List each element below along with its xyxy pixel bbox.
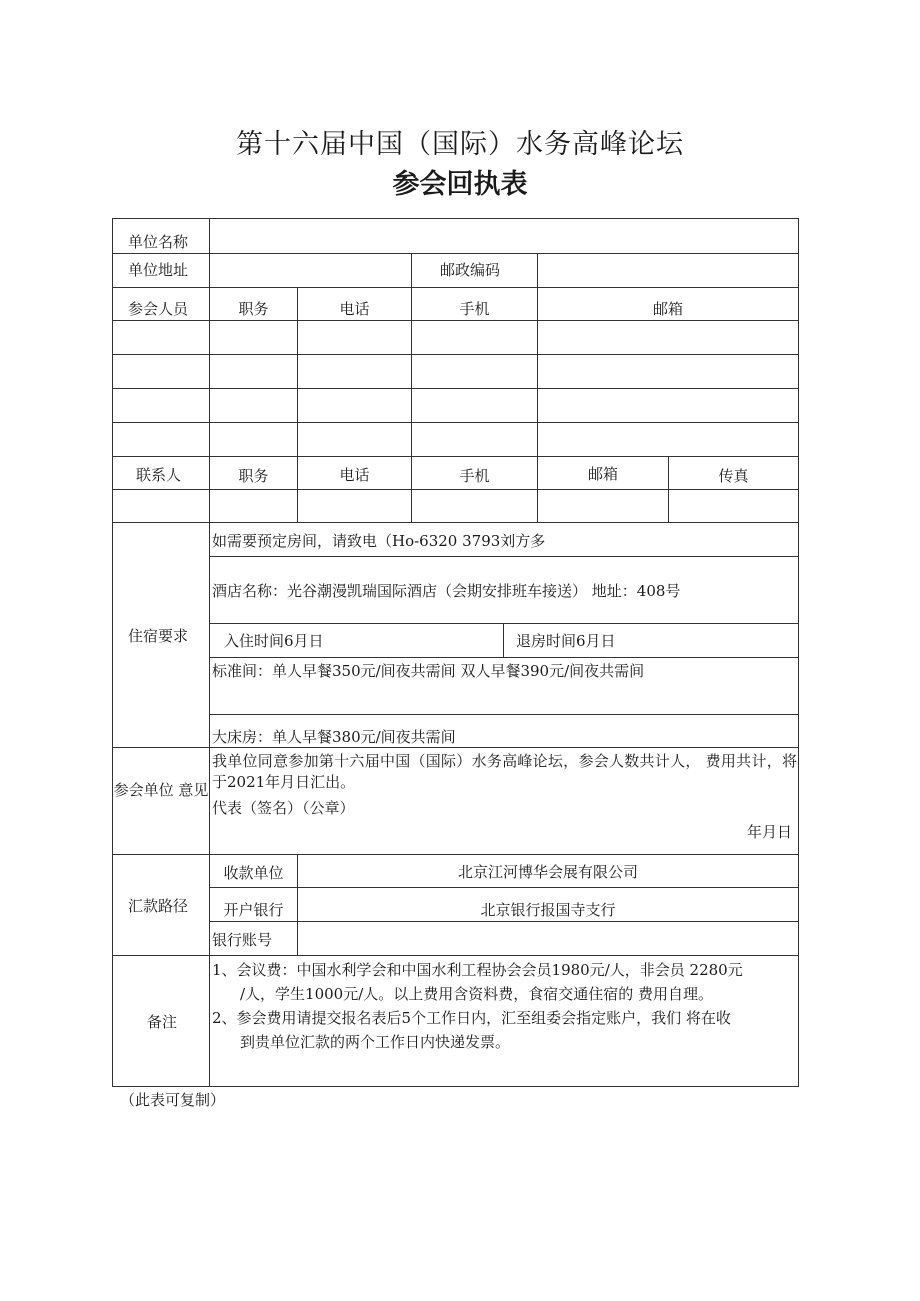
payee-value: 北京江河博华会展有限公司 bbox=[457, 863, 638, 881]
lodging-hotel: 酒店名称：光谷潮漫凯瑞国际酒店（会期安排班车接送） 地址：408号 bbox=[212, 582, 681, 600]
footer-note: （此表可复制） bbox=[120, 1091, 226, 1109]
notes-body bbox=[212, 958, 797, 1054]
payee-label: 收款单位 bbox=[223, 864, 284, 882]
unit-address-label: 单位地址 bbox=[128, 261, 189, 279]
page-title: 第十六届中国（国际）水务高峰论坛 bbox=[236, 129, 684, 160]
bank-value: 北京银行报国寺支行 bbox=[480, 901, 616, 919]
row-line bbox=[210, 623, 799, 624]
row-line bbox=[112, 354, 799, 355]
lodging-checkout[interactable]: 退房时间6月日 bbox=[516, 632, 616, 650]
row-line bbox=[112, 955, 799, 956]
postcode-field[interactable] bbox=[540, 255, 796, 285]
row-line bbox=[112, 422, 799, 423]
page-subtitle: 参会回执表 bbox=[392, 169, 528, 200]
account-label: 银行账号 bbox=[212, 931, 273, 949]
row-line bbox=[210, 657, 799, 658]
row-line bbox=[112, 854, 799, 855]
contact-label: 联系人 bbox=[136, 466, 182, 484]
lodging-king-room: 大床房：单人早餐380元/间夜共需间 bbox=[212, 728, 456, 746]
note-item-1-line-1: 1、会议费：中国水利学会和中国水利工程协会会员1980元/人，非会员 2280元 bbox=[212, 961, 743, 979]
attendee-row[interactable] bbox=[113, 322, 798, 353]
remittance-label: 汇款路径 bbox=[128, 897, 189, 915]
row-line bbox=[210, 921, 799, 922]
row-line bbox=[112, 253, 799, 254]
bank-label: 开户银行 bbox=[223, 901, 284, 919]
contact-row[interactable] bbox=[113, 491, 798, 521]
lodging-booking: 如需要预定房间，请致电（Ho-6320 3793刘方多 bbox=[212, 532, 546, 550]
contact-col-phone: 电话 bbox=[339, 466, 370, 484]
attendee-col-title: 职务 bbox=[238, 300, 269, 318]
contact-col-mobile: 手机 bbox=[459, 467, 490, 485]
col-line bbox=[503, 623, 504, 657]
lodging-standard-room: 标准间：单人早餐350元/间夜共需间 双人早餐390元/间夜共需间 bbox=[212, 662, 645, 680]
unit-address-field[interactable] bbox=[212, 255, 409, 285]
attendees-label: 参会人员 bbox=[128, 300, 189, 318]
attendee-col-phone: 电话 bbox=[339, 300, 370, 318]
col-line bbox=[537, 253, 538, 287]
contact-col-fax: 传真 bbox=[718, 467, 749, 485]
contact-col-email: 邮箱 bbox=[587, 465, 618, 483]
attendee-col-email: 邮箱 bbox=[652, 300, 683, 318]
row-line bbox=[112, 522, 799, 523]
row-line bbox=[112, 489, 799, 490]
opinion-label: 参会单位 意见 bbox=[113, 781, 209, 799]
unit-name-label: 单位名称 bbox=[128, 233, 189, 251]
attendee-col-mobile: 手机 bbox=[459, 300, 490, 318]
opinion-text: 我单位同意参加第十六届中国（国际）水务高峰论坛，参会人数共计人， 费用共计，将于2021年月日汇出。 bbox=[212, 752, 797, 791]
row-line bbox=[112, 456, 799, 457]
attendee-row[interactable] bbox=[113, 424, 798, 455]
attendee-row[interactable] bbox=[113, 390, 798, 421]
col-line bbox=[411, 253, 412, 287]
account-value[interactable] bbox=[300, 923, 796, 954]
row-line bbox=[210, 887, 799, 888]
notes-label: 备注 bbox=[147, 1013, 178, 1031]
lodging-label: 住宿要求 bbox=[128, 627, 189, 645]
postcode-label: 邮政编码 bbox=[440, 261, 501, 279]
lodging-checkin[interactable]: 入住时间6月日 bbox=[224, 632, 324, 650]
note-item-1-line-2: /人，学生1000元/人。以上费用含资料费，食宿交通住宿的 费用自理。 bbox=[240, 985, 714, 1003]
contact-col-title: 职务 bbox=[238, 467, 269, 485]
row-line bbox=[112, 320, 799, 321]
row-line bbox=[210, 556, 799, 557]
note-item-2-line-2: 到贵单位汇款的两个工作日内快递发票。 bbox=[240, 1033, 511, 1051]
unit-name-field[interactable] bbox=[212, 220, 796, 252]
opinion-sign[interactable]: 代表（签名）（公章） bbox=[212, 799, 355, 817]
note-item-2-line-1: 2、参会费用请提交报名表后5个工作日内，汇至组委会指定账户，我们 将在收 bbox=[212, 1009, 731, 1027]
row-line bbox=[210, 714, 799, 715]
row-line bbox=[112, 388, 799, 389]
row-line bbox=[112, 287, 799, 288]
attendee-row[interactable] bbox=[113, 356, 798, 387]
opinion-date: 年月日 bbox=[747, 823, 793, 841]
